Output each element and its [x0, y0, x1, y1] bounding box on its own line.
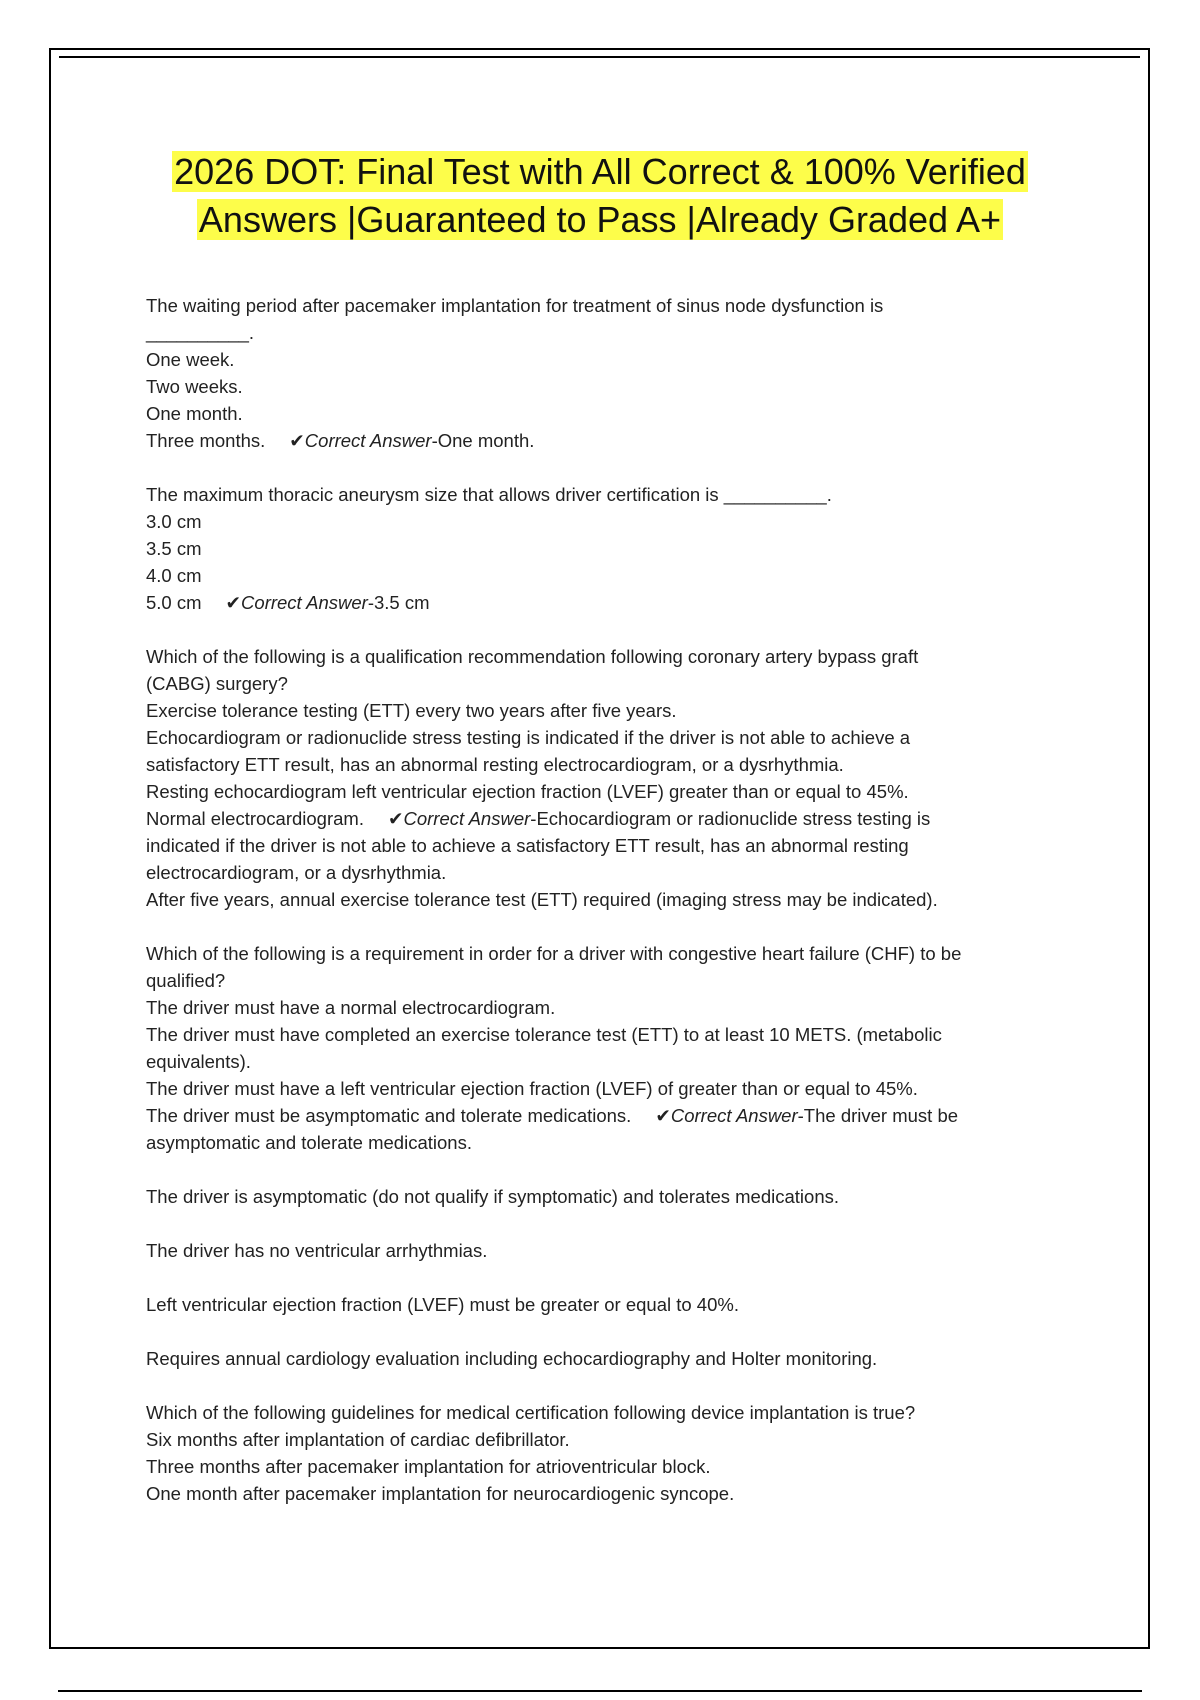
- question-text: (CABG) surgery?: [146, 673, 288, 694]
- option: Three months.: [146, 430, 266, 451]
- question-text: qualified?: [146, 970, 226, 991]
- question-5: [146, 1399, 1066, 1507]
- option: One month.: [146, 403, 243, 424]
- option: The driver must have completed an exercise tolerance test (ETT) to at least 10 METS. (metabolic: [146, 1024, 942, 1045]
- question-text: The maximum thoracic aneurysm size that allows driver certification is __________.: [146, 484, 832, 505]
- question-2: [146, 481, 1066, 616]
- option: Echocardiogram or radionuclide stress testing is indicated if the driver is not able to achieve a: [146, 727, 911, 748]
- correct-answer-label: Correct Answer: [304, 430, 432, 451]
- option: 4.0 cm: [146, 565, 202, 586]
- option: equivalents).: [146, 1051, 251, 1072]
- check-icon: ✔: [655, 1105, 671, 1126]
- correct-answer: -Echocardiogram or radionuclide stress testing is: [530, 808, 931, 829]
- option: 3.5 cm: [146, 538, 202, 559]
- question-text: Which of the following guidelines for medical certification following device implantation is true?: [146, 1402, 916, 1423]
- option: The driver must have a normal electrocardiogram.: [146, 997, 556, 1018]
- correct-answer: -One month.: [431, 430, 535, 451]
- correct-answer: electrocardiogram, or a dysrhythmia.: [146, 862, 447, 883]
- option: The driver must have a left ventricular ejection fraction (LVEF) of greater than or equal to 45%.: [146, 1078, 918, 1099]
- correct-answer-label: Correct Answer: [241, 592, 368, 613]
- answer-note: Left ventricular ejection fraction (LVEF) must be greater or equal to 40%.: [146, 1294, 739, 1315]
- question-1: [146, 292, 1066, 454]
- answer-note: After five years, annual exercise tolerance test (ETT) required (imaging stress may be indicated).: [146, 889, 938, 910]
- option: satisfactory ETT result, has an abnormal resting electrocardiogram, or a dysrhythmia.: [146, 754, 844, 775]
- option: One week.: [146, 349, 235, 370]
- option: Three months after pacemaker implantation for atrioventricular block.: [146, 1456, 711, 1477]
- option: 3.0 cm: [146, 511, 202, 532]
- question-text: Which of the following is a requirement in order for a driver with congestive heart failure (CHF) to be: [146, 943, 962, 964]
- correct-answer: indicated if the driver is not able to achieve a satisfactory ETT result, has an abnormal resting: [146, 835, 909, 856]
- option: Exercise tolerance testing (ETT) every two years after five years.: [146, 700, 677, 721]
- option: Resting echocardiogram left ventricular ejection fraction (LVEF) greater than or equal to 45%.: [146, 781, 909, 802]
- option: The driver must be asymptomatic and tolerate medications.: [146, 1105, 632, 1126]
- correct-answer: -The driver must be: [797, 1105, 959, 1126]
- title-line-2: Answers |Guaranteed to Pass |Already Graded A+: [198, 199, 1002, 240]
- check-icon: ✔: [289, 430, 305, 451]
- correct-answer: -3.5 cm: [367, 592, 430, 613]
- answer-note: Requires annual cardiology evaluation including echocardiography and Holter monitoring.: [146, 1348, 878, 1369]
- question-3: [146, 643, 1066, 913]
- bottom-rule: [58, 1690, 1142, 1692]
- question-4: [146, 940, 1066, 1156]
- option: One month after pacemaker implantation for neurocardiogenic syncope.: [146, 1483, 735, 1504]
- option: 5.0 cm: [146, 592, 202, 613]
- check-icon: ✔: [225, 592, 242, 613]
- answer-note: The driver has no ventricular arrhythmias.: [146, 1240, 488, 1261]
- answer-note: The driver is asymptomatic (do not qualify if symptomatic) and tolerates medications.: [146, 1186, 840, 1207]
- correct-answer-label: Correct Answer: [670, 1105, 798, 1126]
- question-text: Which of the following is a qualification recommendation following coronary artery bypass graft: [146, 646, 919, 667]
- answer-blank: __________.: [146, 322, 255, 343]
- title-line-1: 2026 DOT: Final Test with All Correct & 100% Verified: [174, 151, 1026, 192]
- option: Normal electrocardiogram.: [146, 808, 364, 829]
- document-title: [0, 148, 1200, 244]
- correct-answer: asymptomatic and tolerate medications.: [146, 1132, 472, 1153]
- document-body: [146, 292, 1066, 1534]
- question-text: The waiting period after pacemaker implantation for treatment of sinus node dysfunction is: [146, 295, 884, 316]
- option: Six months after implantation of cardiac defibrillator.: [146, 1429, 570, 1450]
- correct-answer-label: Correct Answer: [403, 808, 531, 829]
- option: Two weeks.: [146, 376, 243, 397]
- top-rule: [59, 56, 1140, 58]
- check-icon: ✔: [387, 808, 404, 829]
